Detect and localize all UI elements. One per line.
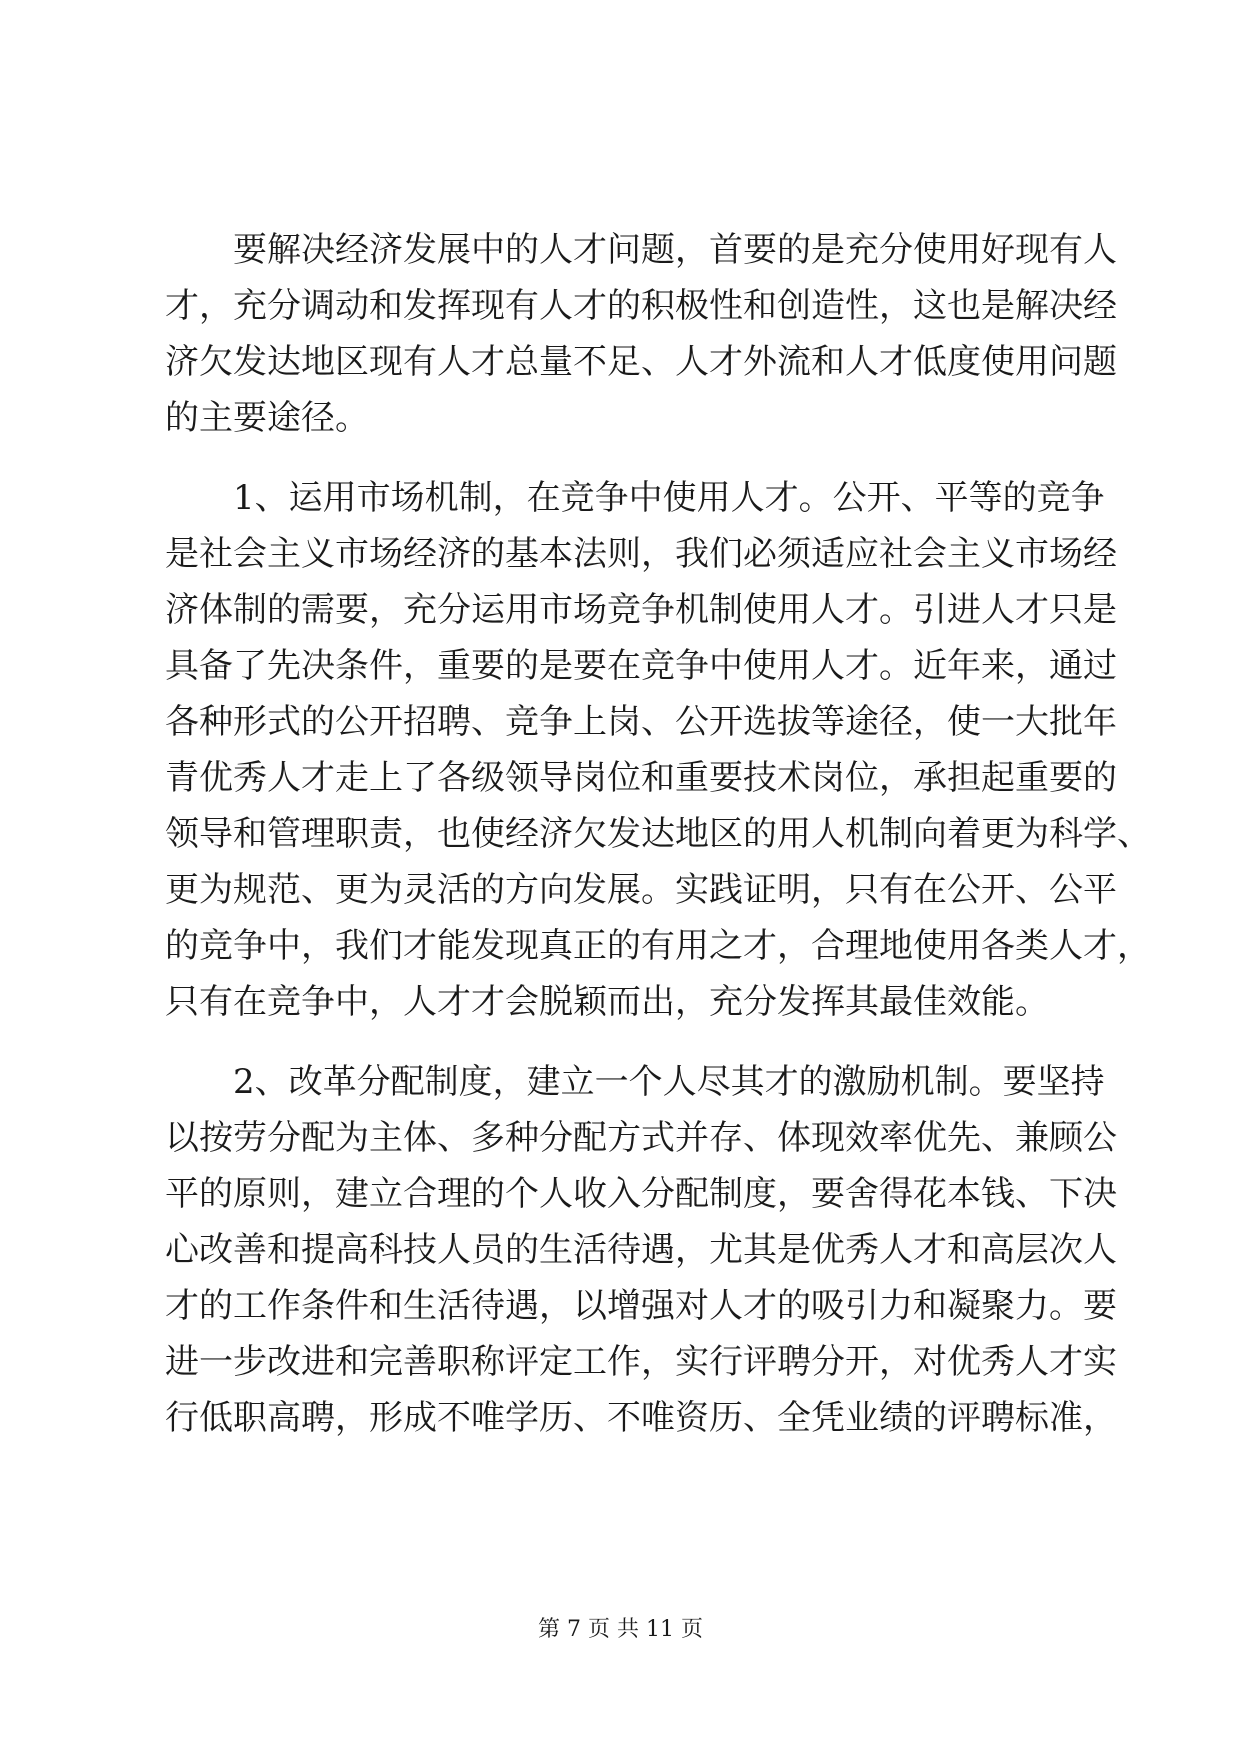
text-line: 济欠发达地区现有人才总量不足、人才外流和人才低度使用问题 — [165, 342, 1117, 382]
text-line: 要解决经济发展中的人才问题，首要的是充分使用好现有人 — [165, 230, 1117, 270]
text-line: 是社会主义市场经济的基本法则，我们必须适应社会主义市场经 — [165, 534, 1117, 574]
text-line: 以按劳分配为主体、多种分配方式并存、体现效率优先、兼顾公 — [165, 1118, 1117, 1158]
text-line: 济体制的需要，充分运用市场竞争机制使用人才。引进人才只是 — [165, 590, 1117, 630]
text-line: 的竞争中，我们才能发现真正的有用之才，合理地使用各类人才， — [165, 926, 1151, 966]
text-line: 行低职高聘，形成不唯学历、不唯资历、全凭业绩的评聘标准， — [165, 1398, 1117, 1438]
text-line: 2、改革分配制度，建立一个人尽其才的激励机制。要坚持 — [165, 1062, 1105, 1102]
text-line: 平的原则，建立合理的个人收入分配制度，要舍得花本钱、下决 — [165, 1174, 1117, 1214]
page-number: 第 7 页 共 11 页 — [538, 1617, 703, 1642]
text-line: 进一步改进和完善职称评定工作，实行评聘分开，对优秀人才实 — [165, 1342, 1117, 1382]
text-line: 心改善和提高科技人员的生活待遇，尤其是优秀人才和高层次人 — [165, 1230, 1117, 1270]
text-line: 1、运用市场机制，在竞争中使用人才。公开、平等的竞争 — [165, 478, 1105, 518]
text-line: 青优秀人才走上了各级领导岗位和重要技术岗位，承担起重要的 — [165, 758, 1117, 798]
text-line: 才，充分调动和发挥现有人才的积极性和创造性，这也是解决经 — [165, 286, 1117, 326]
text-line: 的主要途径。 — [165, 398, 369, 438]
text-line: 各种形式的公开招聘、竞争上岗、公开选拔等途径，使一大批年 — [165, 702, 1117, 742]
text-line: 更为规范、更为灵活的方向发展。实践证明，只有在公开、公平 — [165, 870, 1117, 910]
text-line: 只有在竞争中，人才才会脱颖而出，充分发挥其最佳效能。 — [165, 982, 1049, 1022]
text-line: 具备了先决条件，重要的是要在竞争中使用人才。近年来，通过 — [165, 646, 1117, 686]
text-line: 领导和管理职责，也使经济欠发达地区的用人机制向着更为科学、 — [165, 814, 1151, 854]
text-line: 才的工作条件和生活待遇，以增强对人才的吸引力和凝聚力。要 — [165, 1286, 1117, 1326]
